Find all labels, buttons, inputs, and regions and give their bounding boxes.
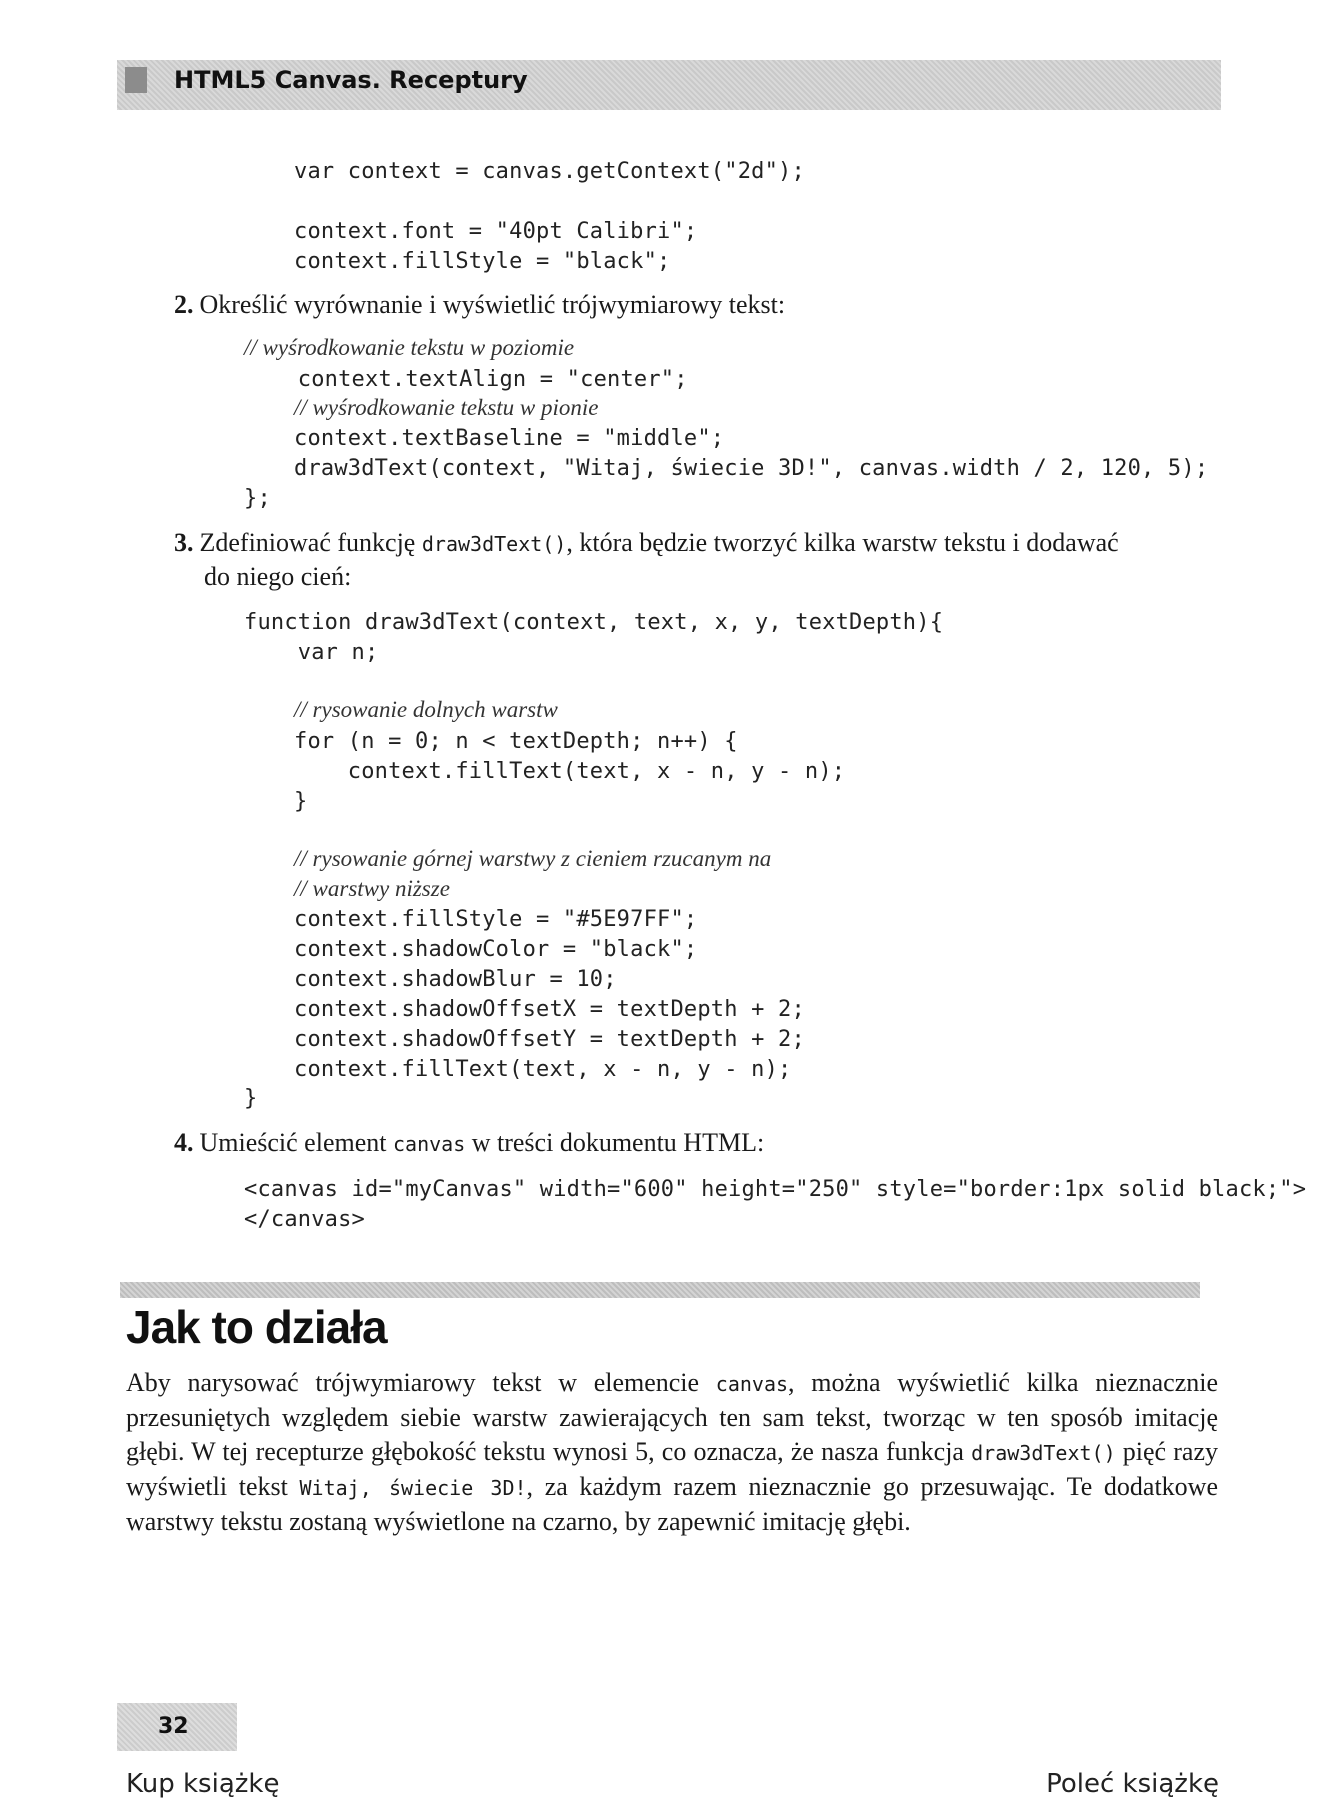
- code-line: context.textAlign = "center";: [244, 367, 688, 392]
- inline-code: draw3dText(): [971, 1441, 1116, 1465]
- step-number: 2.: [174, 290, 194, 319]
- paragraph-text: , można wyświetlić kilka nieznacznie przesuniętych względem siebie warstw zawierających ten sam tekst, tworząc w ten sposób imitację głębi. W tej recepturze głębokość tekstu wynosi 5, co oznacza, że nasza funkcja: [126, 1368, 1218, 1466]
- code-comment: // rysowanie dolnych warstw: [294, 697, 558, 722]
- step-2: [174, 288, 785, 322]
- code-comment: // rysowanie górnej warstwy z cieniem rzucanym na: [294, 846, 772, 871]
- section-divider: [120, 1282, 1200, 1298]
- step-number: 3.: [174, 528, 194, 557]
- step-3: [174, 526, 1119, 561]
- step-text: , która będzie tworzyć kilka warstw tekstu i dodawać: [566, 528, 1119, 557]
- code-lines: for (n = 0; n < textDepth; n++) { context.fillText(text, x - n, y - n); }: [294, 729, 846, 814]
- code-comment: // wyśrodkowanie tekstu w poziomie: [244, 335, 575, 360]
- step-4: [174, 1126, 764, 1161]
- step-text: Zdefiniować funkcję: [199, 528, 422, 557]
- buy-book-link[interactable]: Kup książkę: [126, 1769, 280, 1799]
- code-comment: // warstwy niższe: [294, 876, 450, 901]
- code-line: }: [244, 1086, 258, 1111]
- paragraph-text: pięć razy wyświetli tekst: [126, 1437, 1218, 1501]
- code-line: };: [244, 486, 271, 511]
- inline-code: Witaj, świecie 3D!: [299, 1476, 527, 1500]
- paragraph-text: , za każdym razem nieznacznie go przesuwając. Te dodatkowe warstwy tekstu zostaną wyświetlone na czarno, by zapewnić imitację głębi.: [126, 1472, 1218, 1536]
- header-marker: [125, 67, 147, 93]
- step-number: 4.: [174, 1128, 194, 1157]
- code-block-context: var context = canvas.getContext("2d"); context.font = "40pt Calibri"; context.fillStyle = "black";: [294, 159, 805, 274]
- step-text: Określić wyrównanie i wyświetlić trójwymiarowy tekst:: [199, 290, 786, 319]
- code-lines: context.textBaseline = "middle"; draw3dText(context, "Witaj, świecie 3D!", canvas.width / 2, 120, 5);: [294, 426, 1209, 481]
- step-3-continued: do niego cień:: [204, 562, 352, 591]
- inline-code: canvas: [715, 1372, 789, 1396]
- inline-code: draw3dText(): [421, 532, 567, 556]
- section-title: Jak to działa: [126, 1301, 387, 1353]
- step-text: Umieścić element: [199, 1128, 393, 1157]
- page-number: 32: [158, 1714, 189, 1739]
- step-text: w treści dokumentu HTML:: [465, 1128, 765, 1157]
- code-comment: // wyśrodkowanie tekstu w pionie: [294, 395, 599, 420]
- code-lines: function draw3dText(context, text, x, y, textDepth){ var n;: [244, 610, 944, 665]
- running-header-title: HTML5 Canvas. Receptury: [174, 66, 528, 94]
- recommend-book-link[interactable]: Poleć książkę: [1046, 1769, 1219, 1799]
- code-lines: context.fillStyle = "#5E97FF"; context.shadowColor = "black"; context.shadowBlur = 10; context.shadowOffsetX = textDepth + 2; context.shadowOffsetY = textDepth + 2; context.fillText(text, x - n, y - n);: [294, 907, 805, 1082]
- code-block-canvas-element: <canvas id="myCanvas" width="600" height="250" style="border:1px solid black;"> </canvas>: [244, 1177, 1307, 1232]
- inline-code: canvas: [392, 1132, 466, 1156]
- section-paragraph: [126, 1366, 1218, 1539]
- paragraph-text: Aby narysować trójwymiarowy tekst w elemencie: [126, 1368, 716, 1397]
